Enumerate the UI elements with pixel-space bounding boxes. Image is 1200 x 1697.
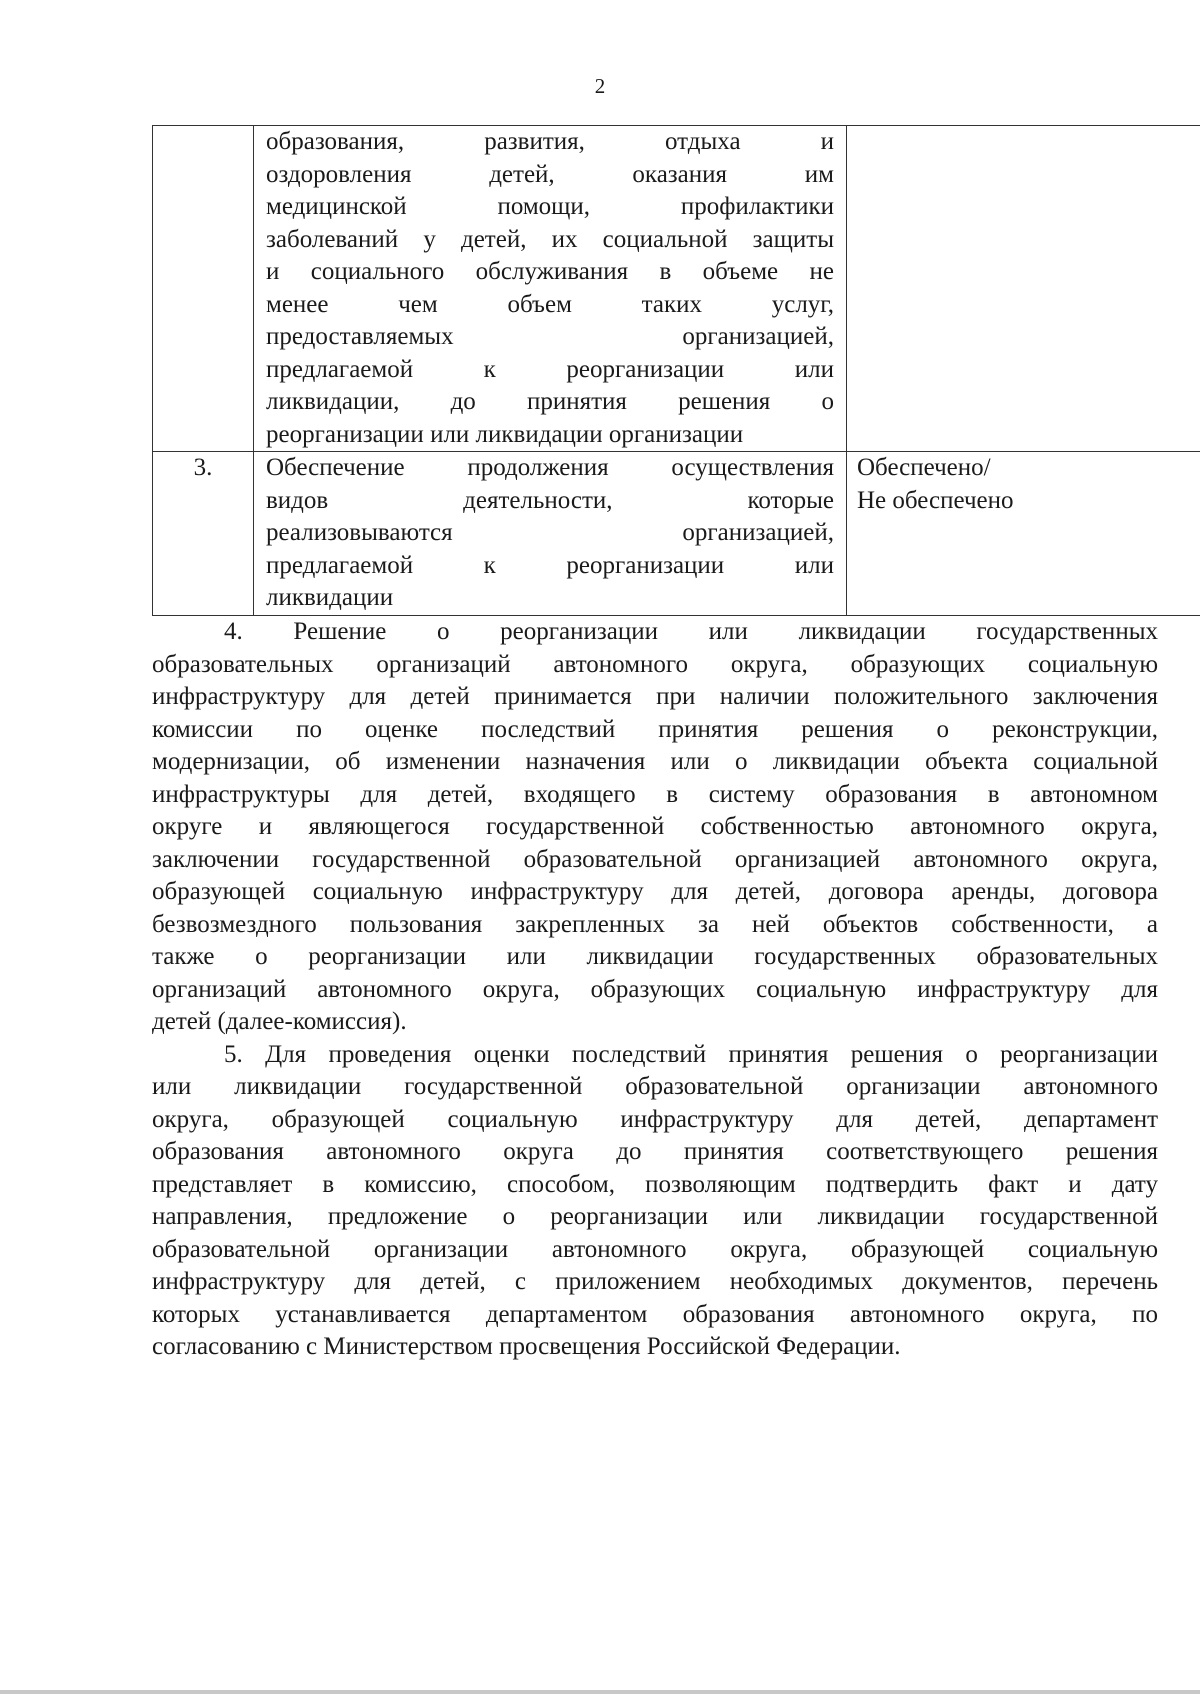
- paragraph-line: округа, образующей социальную инфраструктуру для детей, департамент: [152, 1105, 1158, 1133]
- cell-text-line: ликвидации: [266, 584, 394, 611]
- cell-text-line: менее чем объем таких услуг,: [266, 290, 834, 318]
- paragraph-line: безвозмездного пользования закрепленных за ней объектов собственности, а: [152, 910, 1158, 938]
- paragraph-line: 4. Решение о реорганизации или ликвидации государственных: [224, 618, 1158, 645]
- status-cell: [847, 452, 1200, 616]
- cell-text-line: и социального обслуживания в объеме не: [266, 258, 834, 285]
- status-option: Обеспечено/: [857, 454, 991, 481]
- paragraph-line: образования автономного округа до принятия соответствующего решения: [152, 1138, 1158, 1165]
- table-row: [153, 452, 1200, 616]
- cell-text-line: медицинской помощи, профилактики: [266, 193, 834, 220]
- paragraph-5: [152, 1039, 1158, 1364]
- row-number-cell: 3.: [153, 452, 254, 616]
- cell-text-line: заболеваний у детей, их социальной защиты: [266, 225, 834, 253]
- paragraph-line: инфраструктуру для детей, с приложением необходимых документов, перечень: [152, 1268, 1158, 1295]
- cell-text-line: ликвидации, до принятия решения о: [266, 388, 834, 415]
- paragraph-line: инфраструктуру для детей принимается при наличии положительного заключения: [152, 683, 1158, 710]
- paragraph-line: 5. Для проведения оценки последствий принятия решения о реорганизации: [224, 1040, 1158, 1068]
- paragraph-line: инфраструктуры для детей, входящего в систему образования в автономном: [152, 780, 1158, 808]
- cell-text-line: предоставляемых организацией,: [266, 323, 834, 350]
- criteria-text-cell: [254, 452, 847, 616]
- criteria-table: [152, 125, 1200, 616]
- table-row: [153, 126, 1200, 452]
- paragraph-line: образовательных организаций автономного округа, образующих социальную: [152, 650, 1158, 678]
- cell-text-line: образования, развития, отдыха и: [266, 128, 834, 155]
- paragraph-line: модернизации, об изменении назначения или о ликвидации объекта социальной: [152, 748, 1158, 775]
- page-number: 2: [594, 74, 606, 98]
- cell-text-line: оздоровления детей, оказания им: [266, 160, 834, 188]
- cell-text-line: предлагаемой к реорганизации или: [266, 551, 834, 579]
- cell-text-line: реорганизации или ликвидации организации: [266, 420, 744, 448]
- paragraph-line: или ликвидации государственной образовательной организации автономного: [152, 1073, 1158, 1100]
- paragraph-line: заключении государственной образовательной организацией автономного округа,: [152, 845, 1158, 873]
- row-number-cell: [153, 126, 254, 452]
- paragraph-line: также о реорганизации или ликвидации государственных образовательных: [152, 943, 1158, 970]
- cell-text-line: предлагаемой к реорганизации или: [266, 355, 834, 383]
- paragraph-line: представляет в комиссию, способом, позволяющим подтвердить факт и дату: [152, 1170, 1158, 1198]
- paragraph-line: образующей социальную инфраструктуру для детей, договора аренды, договора: [152, 878, 1158, 905]
- paragraph-line: согласованию с Министерством просвещения Российской Федерации.: [152, 1333, 901, 1360]
- paragraph-4: [152, 616, 1158, 1039]
- paragraph-line: округе и являющегося государственной собственностью автономного округа,: [152, 813, 1158, 840]
- paragraph-line: образовательной организации автономного округа, образующей социальную: [152, 1235, 1158, 1263]
- cell-text-line: видов деятельности, которые: [266, 486, 834, 514]
- paragraph-line: комиссии по оценке последствий принятия решения о реконструкции,: [152, 715, 1158, 743]
- cell-text-line: Обеспечение продолжения осуществления: [266, 454, 834, 481]
- paragraph-line: направления, предложение о реорганизации или ликвидации государственной: [152, 1203, 1158, 1230]
- status-cell: [847, 126, 1200, 452]
- paragraph-line: которых устанавливается департаментом образования автономного округа, по: [152, 1300, 1158, 1328]
- document-body: [152, 616, 1158, 1364]
- paragraph-line: детей (далее-комиссия).: [152, 1008, 407, 1035]
- criteria-text-cell: [254, 126, 847, 452]
- paragraph-line: организаций автономного округа, образующих социальную инфраструктуру для: [152, 975, 1158, 1003]
- cell-text-line: реализовываются организацией,: [266, 519, 834, 546]
- status-option: Не обеспечено: [857, 486, 1014, 514]
- page-edge-divider: [0, 1690, 1200, 1694]
